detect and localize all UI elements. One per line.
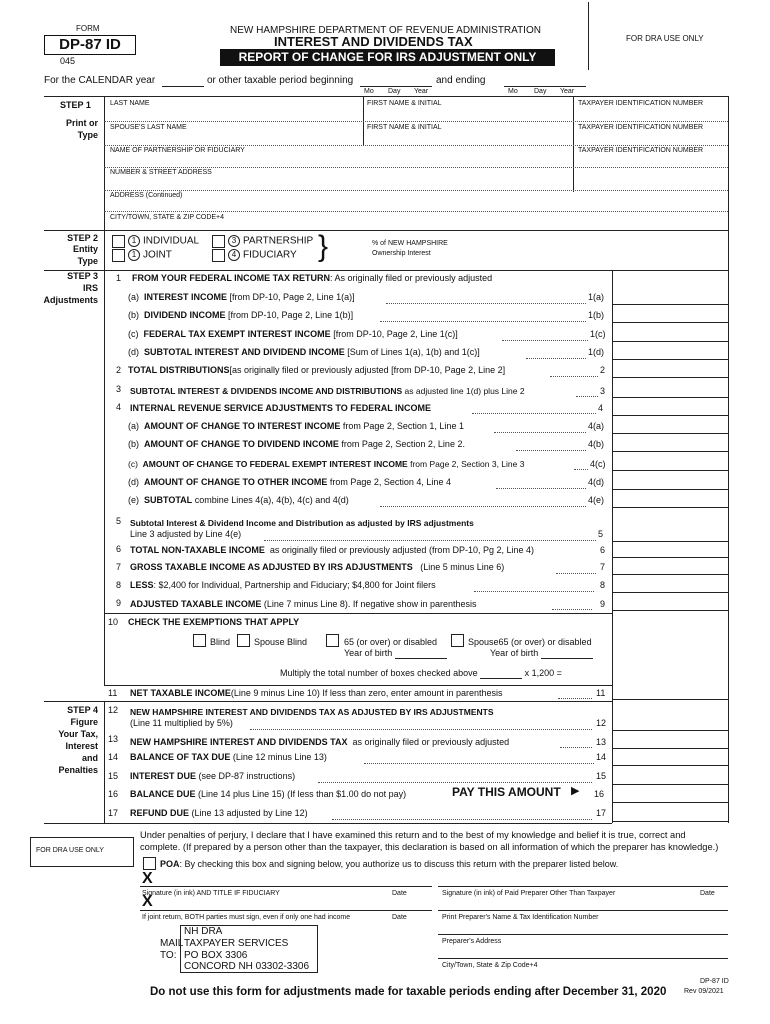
end-year: Year xyxy=(560,88,575,95)
line-12-number: 12 xyxy=(108,705,119,715)
line-2 xyxy=(128,365,505,375)
line-label: SUBTOTAL INTEREST AND DIVIDEND INCOME xyxy=(144,347,345,357)
entity-individual xyxy=(128,235,199,247)
entity-fiduciary xyxy=(228,249,297,261)
leader-dots xyxy=(576,396,598,397)
step2-left-border xyxy=(104,230,105,270)
line-4d-ref: 4(d) xyxy=(588,477,605,487)
line-desc: [from DP-10, Page 2, Line 1(c)] xyxy=(333,329,458,339)
amount-entry-line[interactable] xyxy=(612,489,728,490)
line-10-top-rule xyxy=(104,613,612,614)
exemption-65-checkbox[interactable] xyxy=(326,634,339,647)
line-15-number: 15 xyxy=(108,771,119,781)
exemption-65-label: 65 (or over) or disabled xyxy=(344,637,438,647)
line-7-ref: 7 xyxy=(600,562,606,572)
dra-use-label-bottom: FOR DRA USE ONLY xyxy=(36,847,104,854)
amount-entry-line[interactable] xyxy=(612,730,728,731)
row-divider xyxy=(104,145,728,146)
line-1a: (a) INTEREST INCOME [from DP-10, Page 2, Line 1(a)] xyxy=(128,292,355,302)
line-11 xyxy=(130,688,503,698)
line-4c-ref: 4(c) xyxy=(590,459,606,469)
line-5-label: Subtotal Interest & Dividend Income and Distribution as adjusted by IRS adjustments xyxy=(130,518,474,528)
exemption-spouse-blind-checkbox[interactable] xyxy=(237,634,250,647)
step4-sub-2: Your Tax, xyxy=(58,729,98,739)
step1-tin-divider xyxy=(573,96,574,192)
brace-icon: } xyxy=(318,230,329,263)
tin-label-2: TAXPAYER IDENTIFICATION NUMBER xyxy=(578,124,704,131)
line-14 xyxy=(130,752,327,762)
line-9-ref: 9 xyxy=(600,599,606,609)
line-13-ref: 13 xyxy=(596,737,607,747)
begin-mo: Mo xyxy=(364,88,374,95)
line-5-number: 5 xyxy=(116,516,122,526)
step1-left-border xyxy=(104,96,105,230)
line-desc: (Line 5 minus Line 6) xyxy=(420,562,505,572)
line-label: BALANCE DUE xyxy=(130,789,196,799)
mail-label: MAIL xyxy=(160,938,184,949)
step2-label: STEP 2 xyxy=(67,233,98,243)
line-label: GROSS TAXABLE INCOME AS ADJUSTED BY IRS ADJUSTMENTS xyxy=(130,562,413,572)
line-10-bottom-rule xyxy=(104,685,612,686)
poa-label: POA xyxy=(160,859,180,869)
line-10-label: CHECK THE EXEMPTIONS THAT APPLY xyxy=(128,617,300,627)
line-2-ref: 2 xyxy=(600,365,606,375)
preparer-city-line[interactable] xyxy=(438,958,728,959)
line-15 xyxy=(130,771,295,781)
line-label: DIVIDEND INCOME xyxy=(144,310,226,320)
dra-box-border xyxy=(588,2,589,70)
amount-entry-line[interactable] xyxy=(612,574,728,575)
line-label: INTEREST DUE xyxy=(130,771,197,781)
step4-sub-5: Penalties xyxy=(58,765,98,775)
amount-entry-line[interactable] xyxy=(612,557,728,558)
line-1b-ref: 1(b) xyxy=(588,310,605,320)
address-continued-label: ADDRESS (Continued) xyxy=(110,192,183,199)
line-desc: as originally filed or previously adjusted xyxy=(352,737,510,747)
amount-entry-line[interactable] xyxy=(612,748,728,749)
line-desc: [from DP-10, Page 2, Line 1(a)] xyxy=(229,292,355,302)
line-2-number: 2 xyxy=(116,365,122,375)
row-divider xyxy=(104,190,728,191)
row-divider xyxy=(104,167,728,168)
line-desc: (see DP-87 instructions) xyxy=(198,771,296,781)
amount-entry-line[interactable] xyxy=(612,304,728,305)
entity-label: PARTNERSHIP xyxy=(243,235,314,247)
calendar-year-label: For the CALENDAR year xyxy=(44,75,156,86)
city-state-zip-label: CITY/TOWN, STATE & ZIP CODE+4 xyxy=(110,214,225,221)
yob-field[interactable] xyxy=(541,648,593,659)
line-4-ref: 4 xyxy=(598,403,604,413)
step4-label: STEP 4 xyxy=(67,705,98,715)
row-divider xyxy=(104,121,728,122)
line-1c: (c) FEDERAL TAX EXEMPT INTEREST INCOME [from DP-10, Page 2, Line 1(c)] xyxy=(128,329,458,339)
line-desc: (Line 7 minus Line 8). If negative show in parenthesis xyxy=(263,599,477,609)
line-label: REFUND DUE xyxy=(130,808,190,818)
amount-entry-line[interactable] xyxy=(612,341,728,342)
period-begin-field[interactable] xyxy=(360,86,432,87)
mail-line-1: NH DRA xyxy=(184,926,223,937)
preparer-date-label: Date xyxy=(700,890,715,897)
preparer-name-line[interactable] xyxy=(438,910,728,911)
line-12-label: NEW HAMPSHIRE INTEREST AND DIVIDENDS TAX AS ADJUSTED BY IRS ADJUSTMENTS xyxy=(130,707,494,717)
amount-entry-line[interactable] xyxy=(612,322,728,323)
line-label: ADJUSTED TAXABLE INCOME xyxy=(130,599,262,609)
entity-label: FIDUCIARY xyxy=(243,249,297,261)
leader-dots xyxy=(552,609,592,610)
line-1d: (d) SUBTOTAL INTEREST AND DIVIDEND INCOME [Sum of Lines 1(a), 1(b) and 1(c)] xyxy=(128,347,480,357)
street-address-label: NUMBER & STREET ADDRESS xyxy=(110,169,212,176)
step2-sub-1: Entity xyxy=(72,244,98,254)
leader-dots xyxy=(558,698,592,699)
amount-entry-line[interactable] xyxy=(612,802,728,803)
line-3-ref: 3 xyxy=(600,386,606,396)
ownership-label-2: Ownership Interest xyxy=(372,250,431,257)
line-11-ref: 11 xyxy=(596,688,606,698)
line-4b-ref: 4(b) xyxy=(588,439,605,449)
preparer-signature-line[interactable] xyxy=(438,886,728,887)
line-label: FEDERAL TAX EXEMPT INTEREST INCOME xyxy=(143,329,331,339)
step1-sub-2: Type xyxy=(77,130,98,140)
entity-label: INDIVIDUAL xyxy=(143,235,200,247)
amount-entry-line[interactable] xyxy=(612,610,728,611)
leader-dots xyxy=(250,729,592,730)
preparer-name-label: Print Preparer's Name & Tax Identification Number xyxy=(442,914,599,921)
amount-entry-line[interactable] xyxy=(612,592,728,593)
entity-partnership xyxy=(228,235,313,247)
leader-dots xyxy=(556,573,596,574)
leader-dots xyxy=(574,469,588,470)
leader-dots xyxy=(386,303,586,304)
line-label: AMOUNT OF CHANGE TO FEDERAL EXEMPT INTEREST INCOME xyxy=(142,459,408,469)
perjury-statement: Under penalties of perjury, I declare that I have examined this return and to the best of my knowledge and belief it is true, correct and complete. (If prepared by a person other than the taxpayer, this declaration is based on all information of which the preparer has knowledge.) xyxy=(140,830,719,852)
sign-here-x-2: X xyxy=(142,893,153,910)
dra-use-label: FOR DRA USE ONLY xyxy=(626,34,704,43)
line-1 xyxy=(132,273,492,283)
amount-column-left xyxy=(612,270,613,823)
other-period-label: or other taxable period beginning xyxy=(207,75,354,86)
line-8 xyxy=(130,580,436,590)
line-desc: (Line 13 adjusted by Line 12) xyxy=(191,808,308,818)
line-6-ref: 6 xyxy=(600,545,606,555)
line-label: SUBTOTAL INTEREST & DIVIDENDS INCOME AND DISTRIBUTIONS xyxy=(130,386,403,396)
pay-this-amount-label: PAY THIS AMOUNT xyxy=(452,785,561,799)
leader-dots xyxy=(494,432,586,433)
footer-form-id: DP-87 ID xyxy=(700,978,729,985)
spouse-date-label: Date xyxy=(392,914,407,921)
line-16-ref: 16 xyxy=(594,789,605,799)
line-16 xyxy=(130,789,406,799)
line-desc: (Line 9 minus Line 10) If less than zero, enter amount in parenthesis xyxy=(230,688,503,698)
multiply-label: Multiply the total number of boxes checked above xyxy=(280,668,478,678)
step1-sub-1: Print or xyxy=(65,118,98,128)
boxes-count-field[interactable] xyxy=(480,668,522,679)
line-1c-ref: 1(c) xyxy=(590,329,606,339)
line-desc: [as originally filed or previously adjusted [from DP-10, Page 2, Line 2] xyxy=(229,365,506,375)
form-number: DP-87 ID xyxy=(44,35,136,55)
line-desc: (Line 12 minus Line 13) xyxy=(232,752,327,762)
line-4e: (e) SUBTOTAL combine Lines 4(a), 4(b), 4(c) and 4(d) xyxy=(128,495,349,505)
amount-entry-line[interactable] xyxy=(612,377,728,378)
tin-label-1: TAXPAYER IDENTIFICATION NUMBER xyxy=(578,100,704,107)
line-17-ref: 17 xyxy=(596,808,607,818)
row-divider xyxy=(104,211,728,212)
line-4b: (b) AMOUNT OF CHANGE TO DIVIDEND INCOME from Page 2, Section 2, Line 2. xyxy=(128,439,465,449)
line-label: SUBTOTAL xyxy=(144,495,193,505)
end-day: Day xyxy=(534,88,547,95)
line-17-number: 17 xyxy=(108,808,119,818)
yob-label: Year of birth xyxy=(344,648,393,658)
tin-label-3: TAXPAYER IDENTIFICATION NUMBER xyxy=(578,147,704,154)
leader-dots xyxy=(380,506,586,507)
line-13-number: 13 xyxy=(108,734,119,744)
amount-entry-line[interactable] xyxy=(612,507,728,508)
line-5-desc: Line 3 adjusted by Line 4(e) xyxy=(130,529,242,539)
taxpayer-signature-label: Signature (in ink) AND TITLE IF FIDUCIARY xyxy=(142,890,280,897)
form-label: FORM xyxy=(76,24,100,33)
footer-notice: Do not use this form for adjustments made for taxable periods ending after December 31, 2020 xyxy=(150,986,667,998)
line-desc: as adjusted line 1(d) plus Line 2 xyxy=(404,386,525,396)
line-label: FROM YOUR FEDERAL INCOME TAX RETURN xyxy=(132,273,331,283)
line-4a: (a) AMOUNT OF CHANGE TO INTEREST INCOME from Page 2, Section 1, Line 1 xyxy=(128,421,464,431)
line-14-number: 14 xyxy=(108,752,119,762)
spouse-signature-line[interactable] xyxy=(140,910,432,911)
line-1b: (b) DIVIDEND INCOME [from DP-10, Page 2, Line 1(b)] xyxy=(128,310,354,320)
entity-number-circle: 1 xyxy=(128,249,140,261)
line-10-number: 10 xyxy=(108,617,119,627)
line-1d-ref: 1(d) xyxy=(588,347,605,357)
leader-dots xyxy=(502,340,588,341)
line-6-number: 6 xyxy=(116,544,122,554)
line-label: NET TAXABLE INCOME xyxy=(130,688,231,698)
report-title-banner: REPORT OF CHANGE FOR IRS ADJUSTMENT ONLY xyxy=(220,49,555,66)
leader-dots xyxy=(550,376,598,377)
ownership-label-1: % of NEW HAMPSHIRE xyxy=(372,240,448,247)
line-desc: : As originally filed or previously adjusted xyxy=(330,273,493,283)
amount-entry-line[interactable] xyxy=(612,784,728,785)
calendar-year-field[interactable] xyxy=(162,86,204,87)
leader-dots xyxy=(364,763,594,764)
line-8-ref: 8 xyxy=(600,580,606,590)
leader-dots xyxy=(474,591,594,592)
partnership-name-label: NAME OF PARTNERSHIP OR FIDUCIARY xyxy=(110,147,245,154)
begin-day: Day xyxy=(388,88,401,95)
mail-line-2: TAXPAYER SERVICES xyxy=(184,938,289,949)
mail-line-3: PO BOX 3306 xyxy=(184,950,248,961)
line-7 xyxy=(130,562,504,572)
entity-number-circle: 3 xyxy=(228,235,240,247)
line-3-number: 3 xyxy=(116,384,122,394)
step4-sub-1: Figure xyxy=(70,717,98,727)
last-name-label: LAST NAME xyxy=(110,100,150,107)
leader-dots xyxy=(472,413,596,414)
step1-bottom-rule xyxy=(44,230,728,231)
poa-statement xyxy=(160,859,618,869)
amount-entry-line[interactable] xyxy=(612,451,728,452)
line-label: BALANCE OF TAX DUE xyxy=(130,752,231,762)
step3-sub-1: IRS xyxy=(82,283,98,293)
poa-desc: : By checking this box and signing below, you authorize us to discuss this return with the preparer listed below. xyxy=(179,859,619,869)
mail-line-4: CONCORD NH 03302-3306 xyxy=(184,961,310,972)
line-8-number: 8 xyxy=(116,580,122,590)
step4-sub-3: Interest xyxy=(65,741,98,751)
step4-sub-4: and xyxy=(81,753,98,763)
amount-entry-line[interactable] xyxy=(612,359,728,360)
entity-label: JOINT xyxy=(143,249,172,261)
line-4-number: 4 xyxy=(116,402,122,412)
line-label: INTEREST INCOME xyxy=(144,292,228,302)
line-4c: (c) AMOUNT OF CHANGE TO FEDERAL EXEMPT INTEREST INCOME from Page 2, Section 3, Line 3 xyxy=(128,459,525,469)
department-name: NEW HAMPSHIRE DEPARTMENT OF REVENUE ADMINISTRATION xyxy=(230,25,541,36)
step4-top-rule xyxy=(44,701,612,702)
line-label: AMOUNT OF CHANGE TO INTEREST INCOME xyxy=(144,421,341,431)
line-6 xyxy=(130,545,534,555)
spouse-first-name-label: FIRST NAME & INITIAL xyxy=(367,124,442,131)
amount-column-right xyxy=(728,96,729,823)
poa-checkbox[interactable] xyxy=(143,857,156,870)
line-4e-ref: 4(e) xyxy=(588,495,605,505)
yob-field[interactable] xyxy=(395,648,447,659)
exemption-blind-checkbox[interactable] xyxy=(193,634,206,647)
line-label: LESS xyxy=(130,580,154,590)
line-12-ref: 12 xyxy=(596,718,607,728)
step3-sub-2: Adjustments xyxy=(43,295,98,305)
line-desc: from Page 2, Section 3, Line 3 xyxy=(410,459,525,469)
amount-entry-line[interactable] xyxy=(612,433,728,434)
step4-left-border xyxy=(104,701,105,823)
sign-here-x-1: X xyxy=(142,870,153,887)
line-1a-ref: 1(a) xyxy=(588,292,605,302)
period-end-field[interactable] xyxy=(504,86,586,87)
entity-joint xyxy=(128,249,172,261)
preparer-signature-label: Signature (in ink) of Paid Preparer Other Than Taxpayer xyxy=(442,890,616,897)
line-desc: [Sum of Lines 1(a), 1(b) and 1(c)] xyxy=(347,347,480,357)
joint-return-note: If joint return, BOTH parties must sign, even if only one had income xyxy=(142,914,351,921)
leader-dots xyxy=(496,488,586,489)
line-16-number: 16 xyxy=(108,789,119,799)
leader-dots xyxy=(560,747,592,748)
entity-number-circle: 4 xyxy=(228,249,240,261)
entity-fiduciary-checkbox[interactable] xyxy=(212,249,225,262)
line-11-number: 11 xyxy=(108,688,118,698)
entity-number-circle: 1 xyxy=(128,235,140,247)
amount-entry-line[interactable] xyxy=(612,470,728,471)
spouse-last-name-label: SPOUSE'S LAST NAME xyxy=(110,124,187,131)
preparer-city-label: City/Town, State & Zip Code+4 xyxy=(442,962,538,969)
line-7-number: 7 xyxy=(116,562,122,572)
step2-bottom-rule xyxy=(44,270,728,271)
preparer-address-line[interactable] xyxy=(438,934,728,935)
line-label: AMOUNT OF CHANGE TO OTHER INCOME xyxy=(144,477,328,487)
first-name-label: FIRST NAME & INITIAL xyxy=(367,100,442,107)
line-4a-ref: 4(a) xyxy=(588,421,605,431)
begin-year: Year xyxy=(414,88,429,95)
line-5-ref: 5 xyxy=(598,529,604,539)
amount-entry-line[interactable] xyxy=(612,765,728,766)
amount-entry-line[interactable] xyxy=(612,397,728,398)
step1-top-rule xyxy=(44,96,728,97)
exemption-spouse-blind-label: Spouse Blind xyxy=(254,637,308,647)
line-4d: (d) AMOUNT OF CHANGE TO OTHER INCOME from Page 2, Section 4, Line 4 xyxy=(128,477,451,487)
leader-dots xyxy=(380,321,586,322)
line-15-ref: 15 xyxy=(596,771,607,781)
multiply-line xyxy=(280,668,562,679)
leader-dots xyxy=(526,358,586,359)
yob-label: Year of birth xyxy=(490,648,539,658)
multiply-result: x 1,200 = xyxy=(524,668,562,678)
line-9 xyxy=(130,599,476,609)
line-desc: : $2,400 for Individual, Partnership and Fiduciary; $4,800 for Joint filers xyxy=(153,580,436,590)
line-17 xyxy=(130,808,308,818)
line-13 xyxy=(130,737,509,747)
line-desc: (Line 14 plus Line 15) (If less than $1.00 do not pay) xyxy=(198,789,407,799)
preparer-address-label: Preparer's Address xyxy=(442,938,502,945)
line-desc: as originally filed or previously adjusted (from DP-10, Pg 2, Line 4) xyxy=(269,545,534,555)
line-desc: combine Lines 4(a), 4(b), 4(c) and 4(d) xyxy=(194,495,349,505)
entity-joint-checkbox[interactable] xyxy=(112,249,125,262)
line-label: TOTAL NON-TAXABLE INCOME xyxy=(130,545,265,555)
exemption-spouse-65-checkbox[interactable] xyxy=(451,634,464,647)
leader-dots xyxy=(516,450,586,451)
entity-partnership-checkbox[interactable] xyxy=(212,235,225,248)
taxpayer-signature-line[interactable] xyxy=(140,886,432,887)
tax-title: INTEREST AND DIVIDENDS TAX xyxy=(274,34,473,49)
line-label: TOTAL DISTRIBUTIONS xyxy=(128,365,230,375)
taxpayer-date-label: Date xyxy=(392,890,407,897)
step4-bottom-rule xyxy=(44,823,612,824)
amount-entry-line[interactable] xyxy=(612,541,728,542)
line-12-desc: (Line 11 multiplied by 5%) xyxy=(130,718,233,728)
end-mo: Mo xyxy=(508,88,518,95)
exemption-spouse-65-label: Spouse65 (or over) or disabled xyxy=(468,637,592,647)
line-label: NEW HAMPSHIRE INTEREST AND DIVIDENDS TAX xyxy=(130,737,348,747)
step3-label: STEP 3 xyxy=(67,271,98,281)
entity-individual-checkbox[interactable] xyxy=(112,235,125,248)
amount-entry-line[interactable] xyxy=(612,699,728,700)
exemption-65-yob xyxy=(344,648,447,659)
line-desc: [from DP-10, Page 2, Line 1(b)] xyxy=(228,310,354,320)
line-desc: from Page 2, Section 2, Line 2. xyxy=(341,439,465,449)
line-desc: from Page 2, Section 1, Line 1 xyxy=(342,421,464,431)
leader-dots xyxy=(332,819,592,820)
and-ending-label: and ending xyxy=(436,75,486,86)
arrow-right-icon: ▶ xyxy=(571,785,580,797)
line-desc: from Page 2, Section 4, Line 4 xyxy=(329,477,451,487)
leader-dots xyxy=(318,782,592,783)
amount-entry-line[interactable] xyxy=(612,415,728,416)
line-label: AMOUNT OF CHANGE TO DIVIDEND INCOME xyxy=(144,439,339,449)
form-code: 045 xyxy=(60,56,76,66)
step1-label: STEP 1 xyxy=(60,100,91,110)
exemption-spouse-65-yob xyxy=(490,648,593,659)
line-3 xyxy=(130,386,525,396)
amount-entry-line[interactable] xyxy=(612,821,728,822)
line-4-label: INTERNAL REVENUE SERVICE ADJUSTMENTS TO FEDERAL INCOME xyxy=(130,403,432,413)
step2-sub-2: Type xyxy=(77,256,98,266)
line-9-number: 9 xyxy=(116,598,122,608)
line-1-number: 1 xyxy=(116,273,122,283)
footer-revision: Rev 09/2021 xyxy=(684,988,724,995)
exemption-blind-label: Blind xyxy=(210,637,231,647)
leader-dots xyxy=(264,540,596,541)
to-label: TO: xyxy=(160,950,177,961)
line-14-ref: 14 xyxy=(596,752,607,762)
lines-left-border xyxy=(104,270,105,686)
